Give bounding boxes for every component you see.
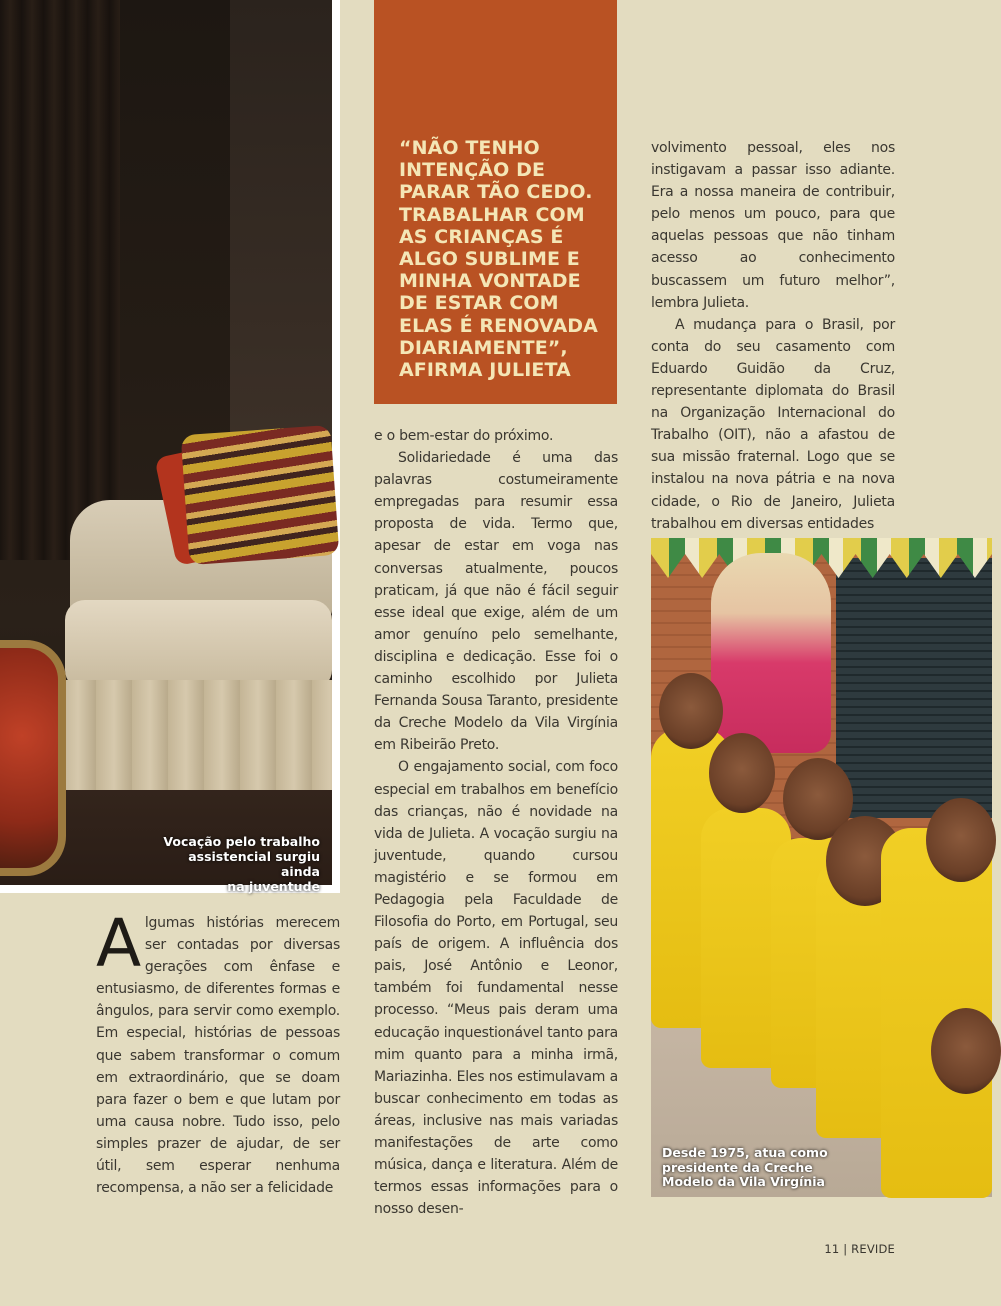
- caption-line: na juventude: [227, 879, 320, 894]
- photo-curtain: [0, 0, 120, 560]
- paragraph-text: lgumas histórias merecem ser contadas por diversas gerações com ênfase e entusiasmo, de diferentes formas e ângulos, para servir como exemplo. Em especial, histórias de pessoas que sabem transformar o comum em extraordinário, que se doam para fazer o bem e que lutam por uma causa nobre. Tudo isso, pelo simples prazer de ajudar, de ser útil, sem esperar nenhuma recompensa, a não ser a felicidade: [96, 915, 340, 1197]
- photo-sofa-seat: [65, 600, 332, 690]
- caption-line: Vocação pelo trabalho: [163, 834, 320, 849]
- drop-cap: A: [96, 905, 141, 982]
- photo-striped-pillow: [181, 425, 340, 565]
- photo-caption-right: [662, 1146, 832, 1190]
- photo-shutter: [836, 558, 992, 818]
- photo-wall: [230, 0, 332, 470]
- caption-line: assistencial surgiu ainda: [188, 849, 320, 879]
- article-paragraph: Solidariedade é uma das palavras costumeiramente empregadas para resumir essa proposta de vida. Termo que, apesar de estar em voga nas conversas atualmente, poucos praticam, já que não é fácil seguir esse ideal que exige, além de um amor genuíno pelo semelhante, disciplina e dedicação. Esse foi o caminho escolhido por Julieta Fernanda Sousa Taranto, presidente da Creche Modelo da Vila Virgínia em Ribeirão Preto.: [374, 450, 618, 754]
- caption-line: Modelo da Vila Virgínia: [662, 1174, 825, 1189]
- page-footer: [824, 1242, 895, 1256]
- pull-quote-text: “NÃO TENHO INTENÇÃO DE PARAR TÃO CEDO. TRABALHAR COM AS CRIANÇAS É ALGO SUBLIME E MINHA VONTADE DE ESTAR COM ELAS É RENOVADA DIARIAMENTE”, AFIRMA JULIETA: [399, 137, 598, 382]
- footer-separator: |: [843, 1242, 848, 1256]
- article-paragraph: e o bem-estar do próximo.: [374, 428, 554, 444]
- photo-armchair: [0, 640, 66, 876]
- photo-woman: [711, 553, 831, 753]
- pull-quote-box: [374, 0, 617, 404]
- magazine-name: REVIDE: [851, 1242, 895, 1256]
- photo-child-face: [931, 1008, 1001, 1094]
- article-paragraph: A mudança para o Brasil, por conta do seu casamento com Eduardo Guidão da Cruz, representante diplomata do Brasil na Organização Internacional do Trabalho (OIT), não a afastou de sua missão fraternal. Logo que se instalou na nova pátria e na nova cidade, o Rio de Janeiro, Julieta trabalhou em diversas entidades: [651, 316, 895, 532]
- photo-caption-left: [150, 834, 320, 894]
- caption-line: Desde 1975, atua como: [662, 1145, 828, 1160]
- photo-sofa-skirt: [60, 680, 332, 790]
- article-paragraph: volvimento pessoal, eles nos instigavam a passar isso adiante. Era a nossa maneira de contribuir, pelo menos um pouco, para que aquelas pessoas que não tinham acesso ao conhecimento buscassem um futuro melhor”, lembra Julieta.: [651, 140, 895, 311]
- photo-child-face: [659, 673, 723, 749]
- living-room-photo: [0, 0, 332, 894]
- children-photo: [651, 538, 992, 1197]
- article-paragraph: O engajamento social, com foco especial em trabalhos em benefício das crianças, não é novidade na vida de Julieta. A vocação surgiu na juventude, quando cursou magistério e se formou em Pedagogia pela Faculdade de Filosofia do Porto, em Portugal, seu país de origem. A influência dos pais, José Antônio e Leonor, também foi fundamental nesse processo. “Meus pais deram uma educação inquestionável tanto para mim quanto para a minha irmã, Mariazinha. Eles nos estimulavam a buscar conhecimento em todas as áreas, inclusive nas mais variadas manifestações de arte como música, dança e literatura. Além de termos essas informações para o nosso desen-: [374, 759, 618, 1218]
- page-number: 11: [824, 1242, 840, 1256]
- article-column-1: [96, 905, 340, 1199]
- photo-child-face: [926, 798, 996, 882]
- article-paragraph: [96, 905, 340, 1199]
- article-column-3: [651, 137, 895, 535]
- caption-line: presidente da Creche: [662, 1159, 813, 1175]
- photo-child-face: [709, 733, 775, 813]
- article-column-2: [374, 425, 618, 1220]
